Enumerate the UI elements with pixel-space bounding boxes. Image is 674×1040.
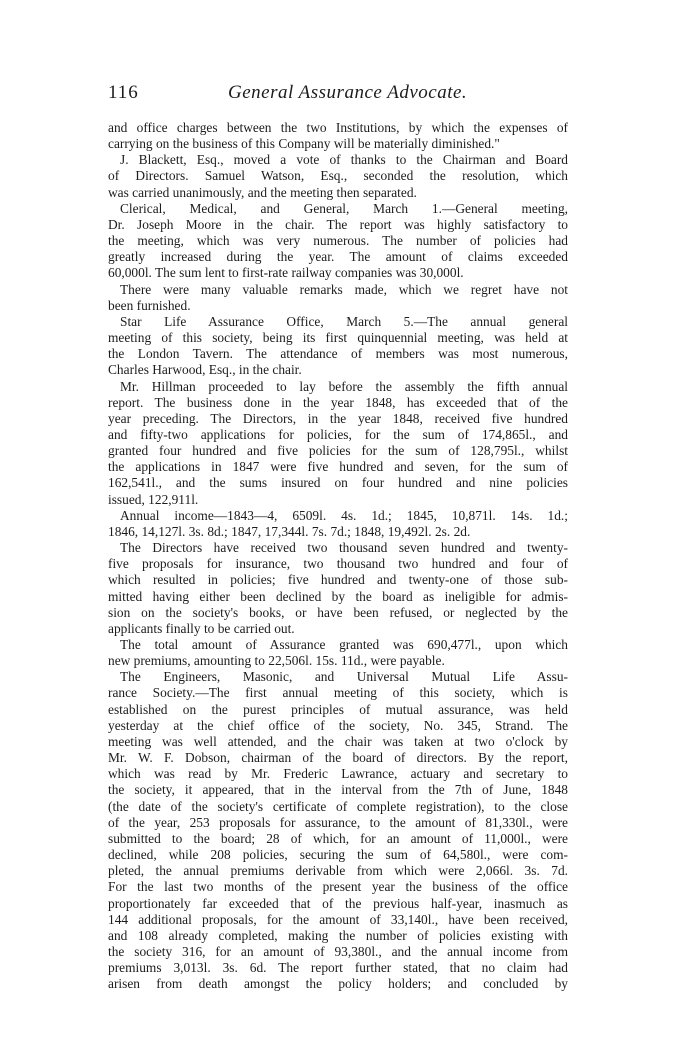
- text-line: the society 316, for an amount of 93,380l., and the annual income from: [108, 943, 568, 959]
- text-line: J. Blackett, Esq., moved a vote of thanks to the Chairman and Board: [120, 152, 568, 168]
- text-line: of Directors. Samuel Watson, Esq., seconded the resolution, which: [108, 168, 568, 184]
- text-line: meeting was well attended, and the chair was taken at two o'clock by: [108, 733, 568, 749]
- body-text: [108, 120, 568, 992]
- text-line: the London Tavern. The attendance of members was most numerous,: [108, 346, 568, 362]
- text-line: submitted to the board; 28 of which, for an amount of 11,000l., were: [108, 830, 568, 846]
- text-line: For the last two months of the present year the business of the office: [108, 879, 568, 895]
- text-line: new premiums, amounting to 22,506l. 15s. 11d., were payable.: [108, 653, 445, 669]
- text-line: Mr. Hillman proceeded to lay before the assembly the fifth annual: [120, 378, 568, 394]
- text-line: the applications in 1847 were five hundred and seven, for the sum of: [108, 459, 568, 475]
- text-line: yesterday at the chief office of the society, No. 345, Strand. The: [108, 717, 568, 733]
- text-line: was carried unanimously, and the meeting then separated.: [108, 184, 417, 200]
- page-number: 116: [108, 82, 139, 103]
- text-line: the meeting, which was very numerous. The number of policies had: [108, 233, 568, 249]
- text-line: meeting of this society, being its first quinquennial meeting, was held at: [108, 330, 568, 346]
- text-line: and fifty-two applications for policies, for the sum of 174,865l., and: [108, 426, 568, 442]
- text-line: of the year, 253 proposals for assurance, to the amount of 81,330l., were: [108, 814, 568, 830]
- text-line: Star Life Assurance Office, March 5.—The annual general: [120, 313, 568, 329]
- text-line: declined, while 208 policies, securing the sum of 64,580l., were com-: [108, 847, 568, 863]
- text-line: Charles Harwood, Esq., in the chair.: [108, 362, 302, 378]
- text-line: greatly increased during the year. The amount of claims exceeded: [108, 249, 568, 265]
- text-line: Dr. Joseph Moore in the chair. The report was highly satisfactory to: [108, 216, 568, 232]
- text-line: 60,000l. The sum lent to first-rate railway companies was 30,000l.: [108, 265, 464, 281]
- text-line: issued, 122,911l.: [108, 491, 199, 507]
- text-line: arisen from death amongst the policy holders; and concluded by: [108, 976, 568, 992]
- text-line: Clerical, Medical, and General, March 1.—General meeting,: [120, 200, 568, 216]
- text-line: proportionately far exceeded that of the previous half-year, inasmuch as: [108, 895, 568, 911]
- text-line: applicants finally to be carried out.: [108, 620, 295, 636]
- text-line: The Engineers, Masonic, and Universal Mutual Life Assu-: [120, 669, 568, 685]
- text-line: year preceding. The Directors, in the year 1848, received five hundred: [108, 410, 568, 426]
- text-line: (the date of the society's certificate of complete registration), to the close: [108, 798, 568, 814]
- text-line: sion on the society's books, or have been refused, or neglected by the: [108, 604, 568, 620]
- text-line: There were many valuable remarks made, which we regret have not: [120, 281, 568, 297]
- text-line: granted four hundred and five policies for the sum of 128,795l., whilst: [108, 443, 568, 459]
- text-line: premiums 3,013l. 3s. 6d. The report further stated, that no claim had: [108, 960, 568, 976]
- text-line: rance Society.—The first annual meeting of this society, which is: [108, 685, 568, 701]
- text-line: and office charges between the two Institutions, by which the expenses of: [108, 120, 568, 135]
- text-line: which resulted in policies; five hundred and twenty-one of those sub-: [108, 572, 568, 588]
- text-line: the society, it appeared, that in the interval from the 7th of June, 1848: [108, 782, 568, 798]
- text-line: The total amount of Assurance granted was 690,477l., upon which: [120, 637, 568, 652]
- text-line: Mr. W. F. Dobson, chairman of the board of directors. By the report,: [108, 750, 568, 766]
- text-line: carrying on the business of this Company will be materially diminished.": [108, 136, 500, 152]
- text-line: mitted having either been declined by the board as ineligible for admis-: [108, 588, 568, 604]
- text-line: 144 additional proposals, for the amount of 33,140l., have been received,: [108, 911, 568, 927]
- text-line: been furnished.: [108, 297, 191, 313]
- page-header: [108, 82, 568, 108]
- running-title: General Assurance Advocate.: [228, 82, 468, 103]
- text-line: The Directors have received two thousand seven hundred and twenty-: [120, 540, 568, 556]
- text-line: 162,541l., and the sums insured on four hundred and nine policies: [108, 475, 568, 491]
- text-line: Annual income—1843—4, 6509l. 4s. 1d.; 1845, 10,871l. 14s. 1d.;: [120, 507, 568, 523]
- text-line: report. The business done in the year 1848, has exceeded that of the: [108, 394, 568, 410]
- text-line: established on the purest principles of mutual assurance, was held: [108, 701, 568, 717]
- text-line: pleted, the annual premiums derivable from which were 2,066l. 3s. 7d.: [108, 863, 568, 879]
- text-line: five proposals for insurance, two thousand two hundred and four of: [108, 556, 568, 572]
- text-line: which was read by Mr. Frederic Lawrance, actuary and secretary to: [108, 766, 568, 782]
- text-line: and 108 already completed, making the number of policies existing with: [108, 927, 568, 943]
- text-line: 1846, 14,127l. 3s. 8d.; 1847, 17,344l. 7s. 7d.; 1848, 19,492l. 2s. 2d.: [108, 523, 471, 539]
